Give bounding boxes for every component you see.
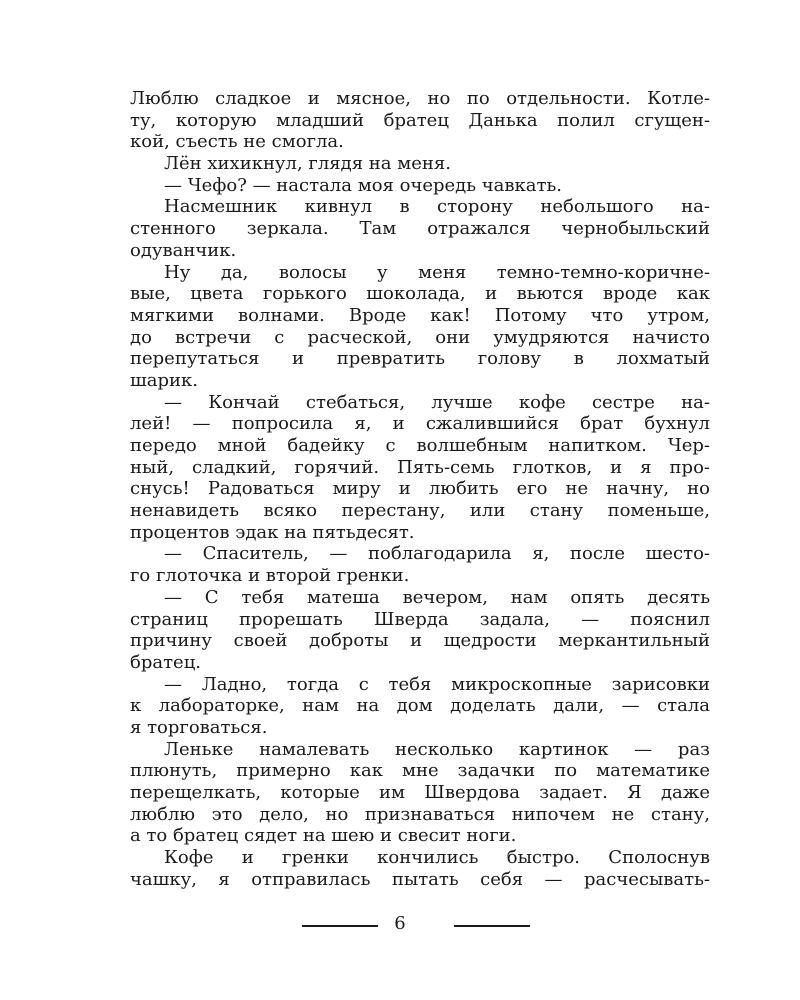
- text-line: одуванчик.: [130, 239, 237, 261]
- text-line: Лён хихикнул, глядя на меня.: [164, 153, 451, 175]
- text-line: Леньке намалевать несколько картинок — раз: [164, 738, 710, 760]
- footer-rule-right: [454, 925, 530, 927]
- text-line: перещелкать, которые им Швердова задает. Я даже: [130, 782, 710, 803]
- page-footer: [0, 911, 800, 941]
- text-line: причину своей доброты и щедрости меркантильный: [130, 630, 710, 652]
- text-line: Ну да, волосы у меня темно-темно-коричне-: [164, 261, 710, 283]
- text-line: процентов эдак на пятьдесят.: [130, 521, 415, 543]
- text-line: до встречи с расческой, они умудряются начисто: [130, 326, 710, 348]
- text-line: ный, сладкий, горячий. Пять-семь глотков, и я про-: [130, 456, 710, 478]
- text-line: — Ладно, тогда с тебя микроскопные зарисовки: [164, 673, 710, 695]
- text-line: — Кончай стебаться, лучше кофе сестре на-: [164, 391, 710, 413]
- text-line: Кофе и гренки кончились быстро. Сполоснув: [164, 847, 710, 869]
- text-line: вые, цвета горького шоколада, и вьются вроде как: [130, 283, 710, 305]
- footer-rule-left: [302, 925, 378, 927]
- text-line: Люблю сладкое и мясное, но по отдельности. Котле-: [130, 88, 710, 109]
- body-text: [130, 88, 710, 890]
- text-line: шарик.: [130, 369, 198, 391]
- text-line: — Чефо? — настала моя очередь чавкать.: [164, 174, 563, 196]
- text-line: а то братец сядет на шею и свесит ноги.: [130, 825, 517, 847]
- text-line: я торговаться.: [130, 716, 268, 738]
- text-line: лей! — попросила я, и сжалившийся брат бухнул: [130, 413, 710, 435]
- text-line: братец.: [130, 651, 201, 673]
- text-line: — Спаситель, — поблагодарила я, после шесто-: [164, 543, 710, 565]
- text-line: ту, которую младший братец Данька полил сгущен-: [130, 109, 710, 131]
- text-line: люблю это дело, но признаваться нипочем не стану,: [130, 803, 710, 825]
- text-line: чашку, я отправилась пытать себя — расчесывать-: [130, 868, 710, 890]
- text-line: — С тебя матеша вечером, нам опять десять: [164, 586, 710, 608]
- text-line: перепутаться и превратить голову в лохматый: [130, 348, 710, 370]
- text-line: плюнуть, примерно как мне задачки по математике: [130, 760, 710, 782]
- text-line: снусь! Радоваться миру и любить его не начну, но: [130, 478, 710, 500]
- text-line: мягкими волнами. Вроде как! Потому что утром,: [130, 304, 710, 326]
- text-line: ненавидеть всяко перестану, или стану поменьше,: [130, 500, 710, 522]
- text-line: го глоточка и второй гренки.: [130, 565, 410, 587]
- text-line: передо мной бадейку с волшебным напитком. Чер-: [130, 435, 710, 456]
- text-line: страниц прорешать Шверда задала, — пояснил: [130, 608, 710, 630]
- text-line: кой, съесть не смогла.: [130, 131, 344, 153]
- text-line: Насмешник кивнул в сторону небольшого на-: [164, 196, 710, 218]
- text-line: к лабораторке, нам на дом доделать дали, — стала: [130, 695, 710, 717]
- page-number: 6: [394, 913, 406, 934]
- text-line: стенного зеркала. Там отражался чернобыльский: [130, 218, 710, 240]
